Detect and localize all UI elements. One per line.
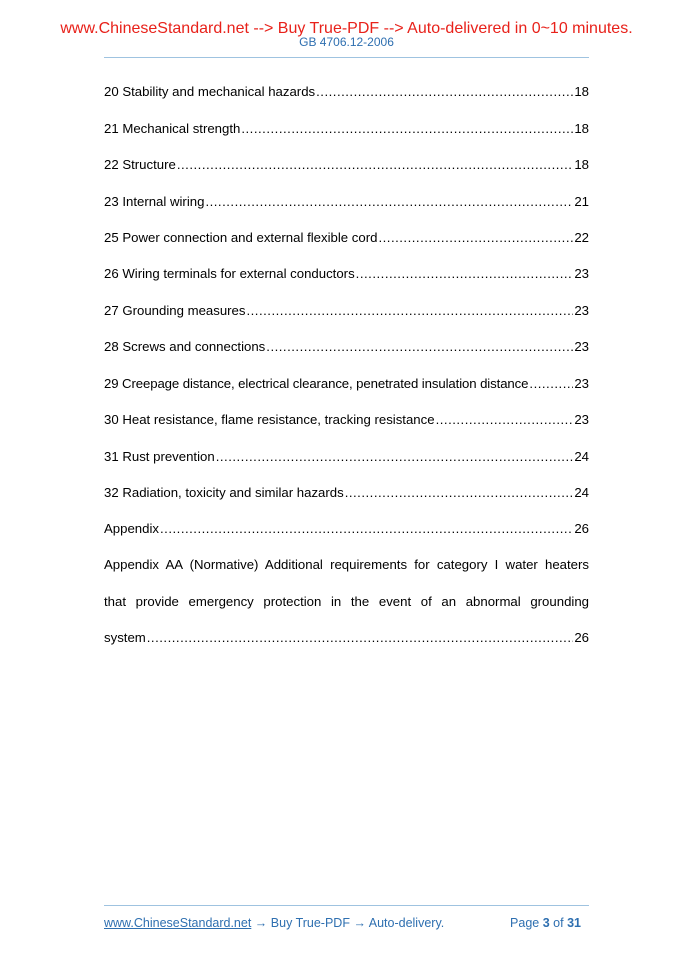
toc-entry-title: 22 Structure	[104, 157, 176, 172]
toc-entry[interactable]	[104, 337, 589, 357]
toc-entry-page: 23	[574, 375, 589, 391]
toc-leader-dots	[241, 119, 573, 139]
toc-entry-page: 18	[574, 84, 589, 99]
page-current: 3	[542, 916, 550, 930]
of-label: of	[553, 916, 564, 930]
toc-entry-page: 23	[574, 266, 589, 281]
arrow-right-icon: →	[254, 916, 268, 930]
toc-entry-title: 23 Internal wiring	[104, 193, 205, 209]
page-footer	[104, 914, 589, 932]
toc-appendix-aa-line[interactable]: that provide emergency protection in the event of an abnormal grounding	[104, 593, 589, 609]
footer-promo	[104, 914, 444, 932]
toc-entry-page: 22	[574, 230, 589, 245]
toc-entry-page: 23	[574, 302, 589, 318]
toc-leader-dots	[205, 192, 573, 212]
toc-entry[interactable]	[104, 410, 589, 430]
buy-pdf-link[interactable]: Buy True-PDF	[270, 916, 350, 930]
toc-leader-dots	[160, 519, 573, 539]
toc-entry[interactable]	[104, 82, 589, 102]
toc-entry-title: Appendix	[104, 521, 159, 536]
toc-entry[interactable]	[104, 301, 589, 321]
toc-leader-dots	[147, 628, 574, 648]
toc-entry-page: 18	[574, 157, 589, 172]
toc-entry-page: 23	[574, 339, 589, 354]
toc-entry-title: 32 Radiation, toxicity and similar hazards	[104, 484, 344, 500]
arrow-right-icon: →	[353, 916, 366, 930]
toc-entry[interactable]	[104, 155, 589, 175]
toc-entry-title: 26 Wiring terminals for external conductors	[104, 266, 355, 281]
toc-entry[interactable]	[104, 228, 589, 248]
toc-entry-title: 30 Heat resistance, flame resistance, tracking resistance	[104, 412, 435, 427]
toc-entry[interactable]	[104, 264, 589, 284]
toc-leader-dots	[266, 337, 573, 357]
toc-entry-page: 24	[574, 448, 589, 464]
toc-entry-page: 21	[574, 193, 589, 209]
toc-entry[interactable]	[104, 519, 589, 539]
toc-leader-dots	[316, 82, 573, 102]
site-link[interactable]: www.ChineseStandard.net	[104, 916, 252, 930]
toc-entry-title: 21 Mechanical strength	[104, 120, 241, 136]
toc-leader-dots	[529, 374, 573, 394]
toc-entry[interactable]	[104, 628, 589, 648]
toc-leader-dots	[216, 447, 574, 467]
toc-entry-page: 23	[574, 412, 589, 427]
toc-leader-dots	[177, 155, 573, 175]
toc-entry-page: 26	[574, 630, 589, 645]
toc-entry-title: system	[104, 630, 146, 645]
promo-banner[interactable]: www.ChineseStandard.net --> Buy True-PDF --> Auto-delivered in 0~10 minutes.	[60, 20, 633, 37]
footer-divider	[104, 905, 589, 906]
document-code: GB 4706.12-2006	[299, 35, 394, 49]
toc-entry[interactable]	[104, 192, 589, 212]
delivery-text: Auto-delivery.	[368, 916, 445, 930]
header-divider	[104, 57, 589, 58]
toc-entry-title: 31 Rust prevention	[104, 448, 215, 464]
page-label: Page	[510, 916, 540, 930]
toc-leader-dots	[378, 228, 573, 248]
toc-entry[interactable]	[104, 374, 589, 394]
toc-appendix-aa-line[interactable]: Appendix AA (Normative) Additional requirements for category I water heaters	[104, 557, 589, 572]
toc-entry[interactable]	[104, 447, 589, 467]
page-total: 31	[567, 916, 581, 930]
toc-leader-dots	[356, 264, 574, 284]
toc-entry-page: 26	[574, 521, 589, 536]
toc-entry-title: 29 Creepage distance, electrical clearance, penetrated insulation distance	[104, 375, 529, 391]
toc-entry-page: 24	[574, 484, 589, 500]
toc-entry-title: 25 Power connection and external flexible cord	[104, 230, 378, 245]
toc-entry[interactable]	[104, 483, 589, 503]
toc-leader-dots	[345, 483, 574, 503]
toc-entry-title: 27 Grounding measures	[104, 302, 246, 318]
toc-leader-dots	[246, 301, 573, 321]
toc-entry[interactable]	[104, 119, 589, 139]
toc-entry-page: 18	[574, 120, 589, 136]
page-indicator	[510, 914, 581, 932]
toc-entry-title: 28 Screws and connections	[104, 339, 266, 354]
toc-leader-dots	[436, 410, 574, 430]
toc-entry-title: 20 Stability and mechanical hazards	[104, 84, 316, 99]
